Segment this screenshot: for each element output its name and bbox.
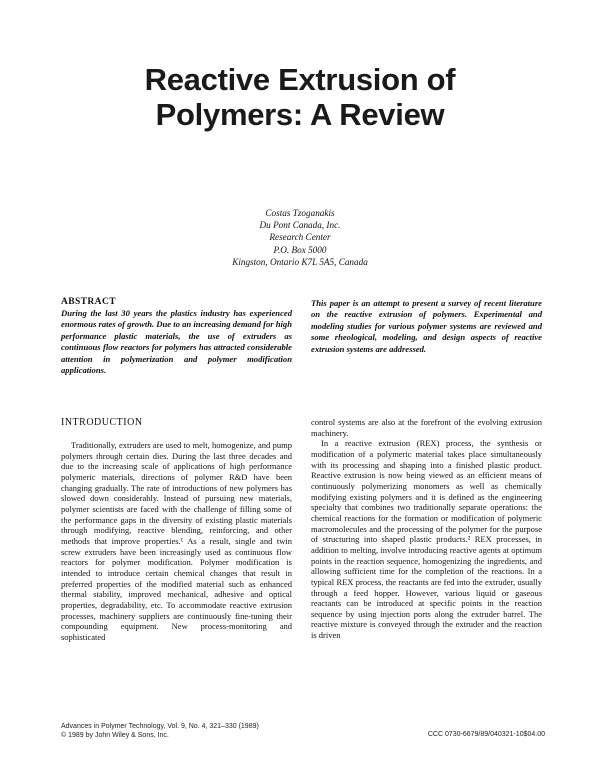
- copyright-notice: © 1989 by John Wiley & Sons, Inc.: [61, 732, 169, 739]
- journal-footer: [61, 722, 321, 740]
- author-department: Research Center: [269, 232, 331, 243]
- title-line-1: Reactive Extrusion of: [144, 62, 456, 97]
- abstract-left-column: [61, 297, 292, 376]
- author-affiliation: Du Pont Canada, Inc.: [259, 220, 341, 231]
- abstract-text-left: During the last 30 years the plastics industry has experienced enormous rates of growth. Due to an increasing demand for high performance plastic materials, the use of extruders as continuous flow reactors for polymers has attracted considerable attention in polymerization and polymer modification applications.: [61, 308, 292, 376]
- introduction-left-column: [61, 417, 292, 642]
- introduction-paragraph-1: Traditionally, extruders are used to melt, homogenize, and pump polymers through certain dies. During the last three decades and due to the increasing scale of applications of high performance polymeric materials, directions of polymer R&D have been changing gradually. The rate of introductions of new polymers has slowed down considerably. Instead of pursuing new materials, polymer scientists are faced with the challenge of filling some of the performance gaps in the diversity of existing plastic materials through modifying, reactive blending, reinforcing, and other methods that improve properties.¹ As a result, single and twin screw extruders have been increasingly used as continuous flow reactors for polymer modification. Polymer modification is intended to introduce certain chemical changes that result in preferred properties of the modified material such as enhanced thermal stability, improved mechanical, adhesive and optical properties, degradability, etc. To accommodate reactive extrusion processes, machinery suppliers are continuously fine-tuning their compounding equipment. New process-monitoring and sophisticated: [61, 440, 292, 642]
- title-line-2: Polymers: A Review: [155, 97, 445, 132]
- author-po-box: P.O. Box 5000: [273, 244, 327, 255]
- author-block: [150, 207, 450, 268]
- introduction-right-column: [311, 417, 542, 641]
- introduction-paragraph-continued: control systems are also at the forefront of the evolving extrusion machinery.: [311, 417, 542, 438]
- introduction-heading: INTRODUCTION: [61, 417, 143, 428]
- author-city: Kingston, Ontario K7L 5A5, Canada: [232, 256, 368, 267]
- abstract-heading: ABSTRACT: [61, 297, 116, 307]
- author-name: Costas Tzoganakis: [265, 208, 335, 218]
- ccc-code: CCC 0730-6679/89/040321-10$04.00: [427, 731, 545, 738]
- introduction-paragraph-2: In a reactive extrusion (REX) process, the synthesis or modification of a polymeric material takes place simultaneously with its processing and shaping into a finished plastic product. Reactive extrusion is now being viewed as an efficient means of continuously polymerizing monomers as well as chemically modifying existing polymers and it is defined as the engineering specialty that combines two traditionally separate operations: the chemical reactions for the formation or modification of polymeric macromolecules and the processing of the polymer for the purpose of structuring into shaped plastic products.² REX processes, in addition to melting, involve introducing reactive agents at optimum points in the reaction sequence, homogenizing the ingredients, and allowing sufficient time for the completion of the reactions. In a typical REX process, the reactants are fed into the extruder, usually through a feed hopper. However, various liquid or gaseous reactants can be introduced at specific points in the reaction sequence by using injection ports along the extruder barrel. The reactive mixture is conveyed through the extruder and the reaction is driven: [311, 438, 542, 641]
- abstract-text-right: This paper is an attempt to present a survey of recent literature on the reactive extrusion of polymers. Experimental and modeling studies for various polymer systems are reviewed and some rheological, modeling, and design aspects of reactive extrusion systems are addressed.: [311, 298, 542, 354]
- journal-citation: Advances in Polymer Technology, Vol. 9, No. 4, 321–330 (1989): [61, 723, 259, 730]
- abstract-right-column: [311, 298, 542, 355]
- paper-title: [60, 62, 540, 132]
